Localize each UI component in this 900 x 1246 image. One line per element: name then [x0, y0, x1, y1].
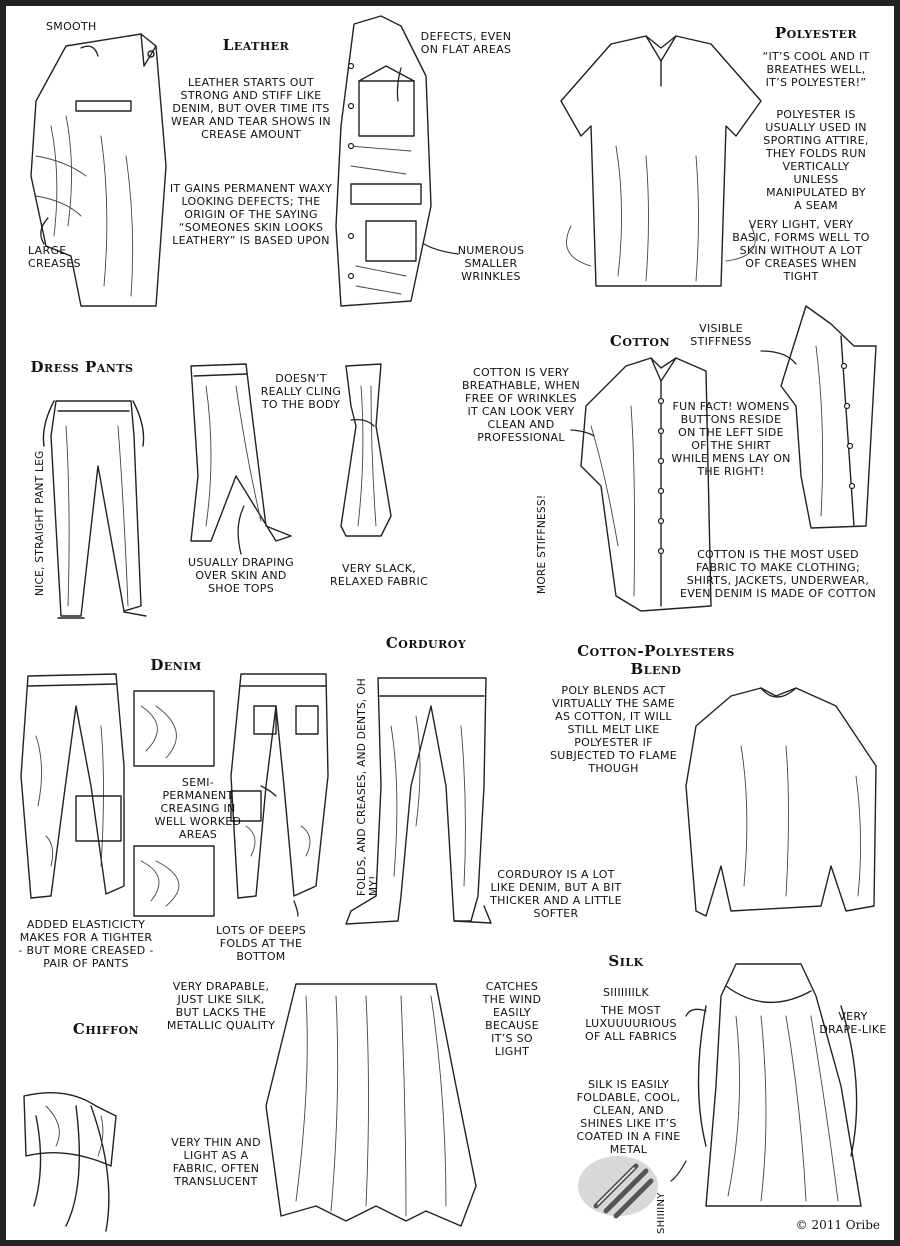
dress-pants-title: Dress Pants: [30, 358, 134, 376]
leather-defects-note: DEFECTS, EVEN ON FLAT AREAS: [420, 30, 512, 56]
polyester-quote: “IT’S COOL AND IT BREATHES WELL, IT’S POLYESTER!”: [762, 50, 870, 89]
denim-title: Denim: [150, 656, 202, 674]
leather-title: Leather: [222, 36, 290, 54]
dress-pants-straight-leg-note: NICE, STRAIGHT PANT LEG: [34, 450, 46, 596]
dress-pants-slack-note: VERY SLACK, RELAXED FABRIC: [329, 562, 429, 588]
copyright: © 2011 Oribe: [795, 1218, 880, 1232]
leather-description-1: LEATHER STARTS OUT STRONG AND STIFF LIKE DENIM, BUT OVER TIME ITS WEAR AND TEAR SHOWS IN CREASE AMOUNT: [171, 76, 331, 141]
cotton-breathable-note: COTTON IS VERY BREATHABLE, WHEN FREE OF WRINKLES IT CAN LOOK VERY CLEAN AND PROFESSIONAL: [461, 366, 581, 444]
denim-creasing-note: SEMI-PERMANENT CREASING IN WELL WORKED AREAS: [154, 776, 242, 841]
silk-shiny-note: SHIIIINY: [656, 1192, 667, 1234]
silk-title: Silk: [608, 952, 644, 970]
leather-wrinkles-note: NUMEROUS SMALLER WRINKLES: [457, 244, 525, 283]
chiffon-drapable-note: VERY DRAPABLE, JUST LIKE SILK, BUT LACKS THE METALLIC QUALITY: [166, 980, 276, 1032]
cotton-visible-stiffness-note: VISIBLE STIFFNESS: [690, 322, 752, 348]
leather-jacket-drawing: [31, 16, 431, 306]
cotton-stiffness-note: MORE STIFFNESS!: [536, 494, 548, 594]
denim-elasticity-note: ADDED ELASTICICTY MAKES FOR A TIGHTER - BUT MORE CREASED - PAIR OF PANTS: [18, 918, 154, 970]
silk-description: SILK IS EASILY FOLDABLE, COOL, CLEAN, AND SHINES LIKE IT’S COATED IN A FINE METAL: [576, 1078, 681, 1156]
cotton-fun-fact: FUN FACT! WOMENS BUTTONS RESIDE ON THE LEFT SIDE OF THE SHIRT WHILE MENS LAY ON THE RIGHT!: [671, 400, 791, 478]
silk-shine-swatch: [578, 1156, 658, 1216]
silk-luxurious-note: THE MOST LUXUUUURIOUS OF ALL FABRICS: [585, 1004, 677, 1043]
silk-drape-note: VERY DRAPE-LIKE: [819, 1010, 887, 1036]
silk-dress-drawing: [699, 964, 862, 1206]
corduroy-folds-note: FOLDS, AND CREASES, AND DENTS, OH MY!: [356, 678, 380, 896]
chiffon-title: Chiffon: [72, 1020, 140, 1038]
leather-description-2: IT GAINS PERMANENT WAXY LOOKING DEFECTS; THE ORIGIN OF THE SAYING “SOMEONES SKIN LOOKS LEATHERY” IS BASED UPON: [169, 182, 333, 247]
cotton-most-used-note: COTTON IS THE MOST USED FABRIC TO MAKE CLOTHING; SHIRTS, JACKETS, UNDERWEAR, EVEN DENIM IS MADE OF COTTON: [679, 548, 877, 600]
dress-pants-draping-note: USUALLY DRAPING OVER SKIN AND SHOE TOPS: [188, 556, 294, 595]
blend-shirt-drawing: [686, 688, 876, 916]
leather-smooth-note: SMOOTH: [46, 20, 97, 33]
polyester-title: Polyester: [774, 24, 858, 42]
blend-description: POLY BLENDS ACT VIRTUALLY THE SAME AS COTTON, IT WILL STILL MELT LIKE POLYESTER IF SUBJECTED TO FLAME THOUGH: [549, 684, 678, 775]
dress-pants-cling-note: DOESN’T REALLY CLING TO THE BODY: [260, 372, 342, 411]
corduroy-description: CORDUROY IS A LOT LIKE DENIM, BUT A BIT THICKER AND A LITTLE SOFTER: [490, 868, 622, 920]
polyester-description-2: VERY LIGHT, VERY BASIC, FORMS WELL TO SKIN WITHOUT A LOT OF CREASES WHEN TIGHT: [732, 218, 870, 283]
cotton-title: Cotton: [609, 332, 671, 350]
corduroy-title: Corduroy: [385, 634, 467, 652]
chiffon-wind-note: CATCHES THE WIND EASILY BECAUSE IT’S SO LIGHT: [482, 980, 542, 1058]
silk-siiilk-note: SIIIIIIILK: [602, 986, 650, 999]
denim-deep-folds-note: LOTS OF DEEPS FOLDS AT THE BOTTOM: [216, 924, 306, 963]
chiffon-thin-note: VERY THIN AND LIGHT AS A FABRIC, OFTEN TRANSLUCENT: [171, 1136, 261, 1188]
blend-title: Cotton-Polyesters Blend: [577, 642, 735, 678]
leather-large-creases-note: LARGE CREASES: [28, 244, 81, 270]
polyester-description-1: POLYESTER IS USUALLY USED IN SPORTING ATTIRE, THEY FOLDS RUN VERTICALLY UNLESS MANIPULATED BY A SEAM: [763, 108, 869, 212]
